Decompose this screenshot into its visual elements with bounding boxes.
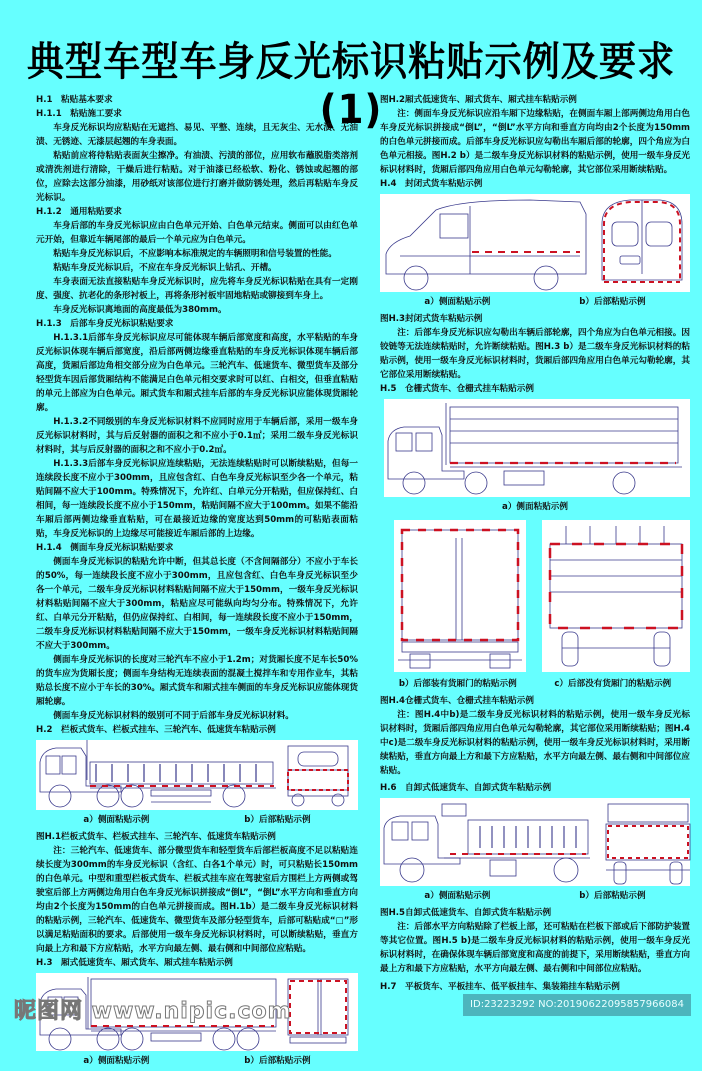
figure-h1-stake-truck	[36, 740, 358, 810]
section-h1: H.1 粘贴基本要求	[36, 95, 113, 105]
section-h1-1: H.1.1 粘贴施工要求	[36, 109, 122, 119]
subcaption-a: a）侧面粘贴示例	[83, 1056, 150, 1066]
subcaption-b: b）后部粘贴示例	[579, 297, 646, 307]
figure-h5-subcaptions	[380, 889, 690, 903]
figure-h1-caption: 图H.1栏板式货车、栏板式挂车、三轮汽车、低速货车粘贴示例	[36, 832, 276, 842]
note: 注：后部车身反光标识应勾勒出车辆后部轮廓，四个角应为白色单元相接。因铰链等无法连续粘贴时，允许断续粘贴。图H.3 b）是二级车身反光标识材料的粘贴示例，使用一级车身反光标识材料时，货厢后部四角应用白色单元勾勒轮廓，其它部位采用断续粘贴。	[380, 328, 690, 380]
figure-h3-van	[380, 194, 690, 292]
paragraph: 侧面车身反光标识的长度对三轮汽车不应小于1.2m；对货厢长度不足车长50%的货车应为货厢长度；侧面车身结构无连续表面的混凝土搅拌车和专用作业车，其粘贴总长度不应小于车长的30%。厢式货车和厢式挂车侧面的车身反光标识应能体现货厢轮廓。	[36, 655, 358, 707]
paragraph: 车身反光标识离地面的高度最低为380mm。	[53, 305, 227, 315]
dump-truck-illustration	[380, 798, 690, 886]
stake-truck-illustration	[36, 740, 358, 810]
figure-h5-caption: 图H.5自卸式低速货车、自卸式货车粘贴示例	[380, 908, 552, 918]
watermark-logo: 昵图网 www.nipic.com	[14, 999, 292, 1024]
paragraph: 粘贴车身反光标识后，不应在车身反光标识上钻孔、开槽。	[53, 263, 277, 273]
figure-h4-rear-without-door	[542, 520, 690, 672]
subcaption-b: b）后部装有货厢门的粘贴示例	[398, 679, 517, 689]
figure-h2-subcaptions	[36, 1054, 358, 1068]
paragraph: 粘贴车身反光标识后，不应影响本标准规定的车辆照明和信号装置的性能。	[53, 249, 337, 259]
section-h2: H.2 栏板式货车、栏板式挂车、三轮汽车、低速货车粘贴示例	[36, 725, 276, 735]
paragraph: 车身后部的车身反光标识应由白色单元开始、白色单元结束。侧面可以由红色单元开始，但靠近车辆尾部的最后一个单元应为白色单元。	[36, 221, 358, 245]
image-id-bar: ID:23223292 NO:20190622095857966084	[463, 994, 691, 1016]
figure-h4-caption: 图H.4仓栅式货车、仓栅式挂车粘贴示例	[380, 696, 534, 706]
section-h3: H.3 厢式低速货车、厢式货车、厢式挂车粘贴示例	[36, 958, 233, 968]
figure-h1-subcaptions	[36, 813, 358, 827]
section-h1-3: H.1.3 后部车身反光标识粘贴要求	[36, 319, 174, 329]
figure-h4-subcaption-a: a）侧面粘贴示例	[502, 502, 568, 512]
figure-h4-subcaptions-bc	[380, 677, 690, 691]
page-title: 典型车型车身反光标识粘贴示例及要求(1)	[26, 39, 676, 133]
left-column	[36, 93, 358, 1071]
subcaption-a: a）侧面粘贴示例	[83, 815, 150, 825]
cage-truck-rear-open-illustration	[542, 520, 690, 672]
figure-h4-rear-with-door	[394, 520, 526, 672]
figure-h2-caption: 图H.2厢式低速货车、厢式货车、厢式挂车粘贴示例	[380, 95, 577, 105]
section-h4: H.4 封闭式货车粘贴示例	[380, 179, 483, 189]
subcaption-a: a）侧面粘贴示例	[424, 297, 491, 307]
subcaption-b: b）后部粘贴示例	[244, 1056, 311, 1066]
subcaption-c: c）后部没有货厢门的粘贴示例	[554, 679, 672, 689]
note: 注：三轮汽车、低速货车、部分微型货车和轻型货车后部栏板高度不足以粘贴连续长度为300mm的车身反光标识（含红、白各1个单元）时，可只粘贴长150mm的白色单元。中型和重型栏板式货车、栏板式挂车应在驾驶室后方围栏上方两侧或驾驶室后部上方两侧边角用白色车身反光标识拼接成“倒L”，“倒L”水平方向和垂直方向均由2个长度为150mm的白色单元拼接而成。图H.1b）是二级车身反光标识材料的粘贴示例，三轮汽车、低速货车、微型货车及部分轻型货车，后部可粘贴成“□”形以满足粘贴面积的要求。后部使用一级车身反光标识材料时，可以断续粘贴，垂直方向最上方和最下方应粘贴，水平方向最左侧、最右侧和中间部位应粘贴。	[36, 846, 358, 954]
van-illustration	[380, 194, 690, 292]
paragraph: 车身反光标识均应粘贴在无遮挡、易见、平整、连续，且无灰尘、无水渍、无油渍、无锈迹、无漆层起翘的车身表面。	[36, 123, 358, 147]
subcaption-a: a）侧面粘贴示例	[424, 891, 491, 901]
subcaption-b: b）后部粘贴示例	[579, 891, 646, 901]
paragraph: 车身表面无法直接粘贴车身反光标识时，应先将车身反光标识粘贴在具有一定刚度、强度、抗老化的条形衬板上，再将条形衬板牢固地粘贴或铆接到车身上。	[36, 277, 358, 301]
paragraph: 侧面车身反光标识材料的级别可不同于后部车身反光标识材料。	[53, 711, 294, 721]
note: 注：图H.4中b)是二级车身反光标识材料的粘贴示例，使用一级车身反光标识材料时，货厢后部四角应用白色单元勾勒轮廓，其它部位采用断续粘贴；图H.4中c)是二级车身反光标识材料的粘贴示例，使用一级车身反光标识材料时，采用断续粘贴，垂直方向最上方和最下方应粘贴，水平方向最左侧、最右侧和中间部位应粘贴。	[380, 710, 690, 776]
figure-h3-caption: 图H.3封闭式货车粘贴示例	[380, 314, 483, 324]
figure-h4-side	[384, 399, 690, 497]
section-h1-2: H.1.2 通用粘贴要求	[36, 207, 122, 217]
note: 注：侧面车身反光标识应沿车厢下边缘粘贴，在侧面车厢上部两侧边角用白色车身反光标识拼接成“倒L”，“倒L”水平方向和垂直方向均由2个长度为150mm的白色单元拼接而成。后部车身反光标识应勾勒出车厢后部的轮廓，四个角应为白色单元相接。图H.2 b）是二级车身反光标识材料的粘贴示例，使用一级车身反光标识材料时，货厢后部四角应用白色单元勾勒轮廓，其它部位采用断续粘贴。	[380, 109, 690, 175]
cage-truck-rear-door-illustration	[394, 520, 526, 672]
note: 注：后部水平方向粘贴除了栏板上部，还可粘贴在栏板下部或后下部防护装置等其它位置。图H.5 b)是二级车身反光标识材料的粘贴示例，使用一级车身反光标识材料时，在确保体现车辆后部宽度和高度的前提下，采用断续粘贴，垂直方向最上方和最下方应粘贴，水平方向最左侧、最右侧和中间部位应粘贴。	[380, 922, 690, 974]
figure-h4-rear-views	[380, 517, 690, 675]
paragraph: H.1.3.2不同级别的车身反光标识材料不应同时应用于车辆后部，采用一级车身反光标识材料时，其与后反射器的面积之和不应小于0.1㎡；采用二级车身反光标识材料时，其与后反射器的面积之和不应小于0.2㎡。	[36, 417, 358, 455]
cage-truck-side-illustration	[384, 399, 690, 497]
paragraph: H.1.3.3后部车身反光标识应连续粘贴，无法连续粘贴时可以断续粘贴，但每一连续段长度不应小于300mm，且应包含红、白色车身反光标识至少各一个单元，粘贴间隔不应大于100mm。特殊情况下，允许红、白单元分开粘贴，但应保持红、白相间，每一连续段长度不应小于150mm，粘贴间隔不应大于100mm。如果不能沿车厢后部两侧边缘垂直粘贴，可在最接近边缘的宽度达到50mm的可粘贴表面粘贴，车身反光标识的上边缘尽可能接近车厢后部的上边缘。	[36, 459, 358, 539]
section-h6: H.6 自卸式低速货车、自卸式货车粘贴示例	[380, 783, 552, 793]
section-h7: H.7 平板货车、平板挂车、低平板挂车、集装箱挂车粘贴示例	[380, 982, 620, 992]
figure-h3-subcaptions	[380, 295, 690, 309]
paragraph: 侧面车身反光标识的粘贴允许中断，但其总长度（不含间隔部分）不应小于车长的50%，每一连续段长度不应小于300mm，且应包含红、白色车身反光标识至少各一个单元，二级车身反光标识材料粘贴间隔不应大于150mm，一级车身反光标识材料粘贴间隔不应大于300mm，粘贴应尽可能纵向均匀分布。特殊情况下，允许红、白单元分开粘贴，但仍应保持红、白相间，每一连续段长度不应小于150mm，二级车身反光标识材料粘贴间隔不应大于150mm，一级车身反光标识材料粘贴间隔不应大于300mm。	[36, 557, 358, 651]
section-h5: H.5 仓栅式货车、仓栅式挂车粘贴示例	[380, 384, 534, 394]
paragraph: 粘贴前应将待粘贴表面灰尘擦净。有油渍、污渍的部位，应用软布蘸脱脂类溶剂或清洗剂进行清除，干燥后进行粘贴。对于油漆已经松软、粉化、锈蚀或起翘的部位，应除去这部分油漆，用砂纸对该部位进行打磨并做防锈处理，然后再粘贴车身反光标识。	[36, 151, 358, 203]
section-h1-4: H.1.4 侧面车身反光标识粘贴要求	[36, 543, 174, 553]
figure-h5-dump-truck	[380, 798, 690, 886]
paragraph: H.1.3.1后部车身反光标识应尽可能体现车辆后部宽度和高度，水平粘贴的车身反光标识体现车辆后部宽度，沿后部两侧边缘垂直粘贴的车身反光标识体现车辆后部高度，货厢后部边角相交部分应为白色单元。三轮汽车、低速货车、微型货车及部分轻型货车因后部货厢结构不能满足白色单元相交要求时可以红、白相交，但垂直粘贴的单元上部应为白色单元。厢式货车和厢式挂车后部的车身反光标识应能体现货厢轮廓。	[36, 333, 358, 413]
subcaption-b: b）后部粘贴示例	[244, 815, 311, 825]
right-column	[380, 93, 690, 994]
